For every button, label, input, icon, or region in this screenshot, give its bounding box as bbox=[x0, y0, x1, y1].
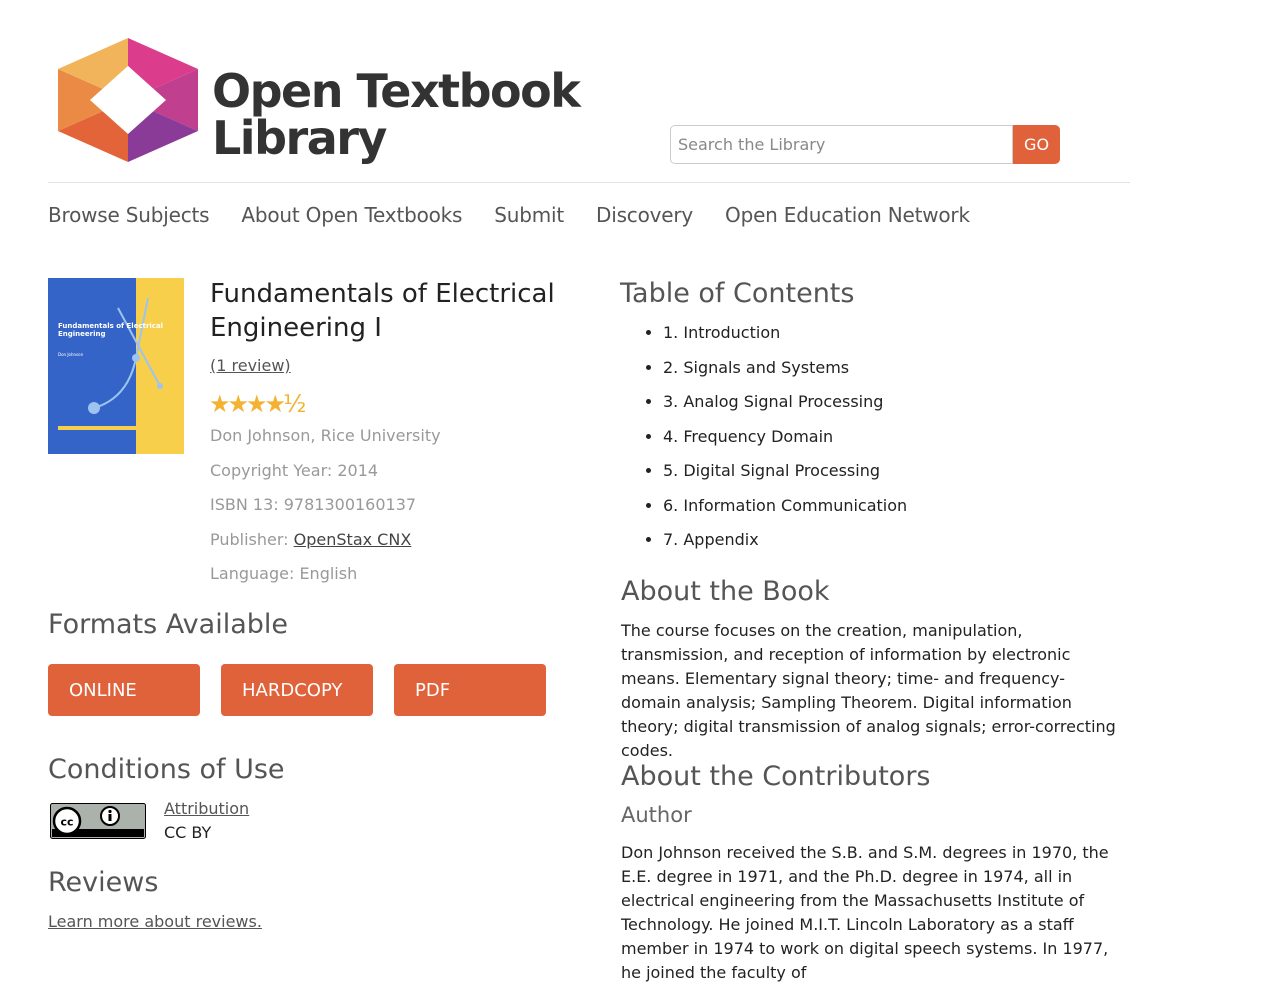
toc-item: • 7. Appendix bbox=[663, 529, 907, 564]
book-copyright: Copyright Year: 2014 bbox=[210, 461, 379, 480]
book-cover[interactable] bbox=[48, 278, 184, 454]
about-book-text: The course focuses on the creation, manipulation, transmission, and reception of information by electronic means. Elementary signal theory; time- and frequency-domain analysis; Sampling Theorem. Digital information theory; digital transmission of analog signals; error-correcting codes. bbox=[621, 621, 1116, 760]
brand-name[interactable]: Open Textbook Library bbox=[212, 64, 580, 165]
toc-item: • 3. Analog Signal Processing bbox=[663, 391, 907, 426]
cover-author: Don Johnson bbox=[58, 352, 84, 357]
book-author: Don Johnson, Rice University bbox=[210, 426, 441, 445]
conditions-heading: Conditions of Use bbox=[48, 754, 285, 785]
contributors-heading: About the Contributors bbox=[621, 761, 931, 792]
rating-stars-icon: ★★★★½ bbox=[209, 390, 304, 418]
search-form bbox=[670, 125, 1060, 164]
book-publisher: Publisher: OpenStax CNX bbox=[210, 530, 412, 549]
cc-by-license-icon[interactable] bbox=[50, 803, 146, 839]
nav-discovery[interactable]: Discovery bbox=[596, 203, 694, 227]
license-link[interactable]: Attribution bbox=[164, 799, 250, 818]
toc-item: • 1. Introduction bbox=[663, 322, 907, 357]
nav-browse-subjects[interactable]: Browse Subjects bbox=[48, 203, 210, 227]
toc-item: • 2. Signals and Systems bbox=[663, 357, 907, 392]
publisher-link[interactable]: OpenStax CNX bbox=[293, 530, 412, 549]
pdf-button[interactable]: PDF bbox=[394, 664, 546, 716]
svg-text:cc: cc bbox=[60, 815, 74, 829]
search-input[interactable] bbox=[670, 125, 1013, 164]
author-name: Don Johnson bbox=[621, 843, 722, 862]
formats-heading: Formats Available bbox=[48, 609, 289, 640]
toc-heading: Table of Contents bbox=[620, 278, 855, 309]
reviews-heading: Reviews bbox=[48, 867, 159, 898]
review-count-link[interactable]: (1 review) bbox=[210, 356, 291, 375]
author-heading: Author bbox=[621, 803, 692, 827]
toc-item: • 4. Frequency Domain bbox=[663, 426, 907, 461]
about-book-heading: About the Book bbox=[621, 576, 830, 607]
toc-item: • 6. Information Communication bbox=[663, 495, 907, 530]
online-button[interactable]: ONLINE bbox=[48, 664, 200, 716]
nav-open-education-network[interactable]: Open Education Network bbox=[725, 203, 970, 227]
hardcopy-button[interactable]: HARDCOPY bbox=[221, 664, 373, 716]
book-isbn: ISBN 13: 9781300160137 bbox=[210, 495, 417, 514]
author-bio: Don Johnson received the S.B. and S.M. degrees in 1970, the E.E. degree in 1971, and the Ph.D. degree in 1974, all in electrical engineering from the Massachusetts Institute of Technology. He joined M.I.T. Lincoln Laboratory as a staff member in 1974 to work on digital speech systems. In 1977, he joined the faculty of bbox=[621, 843, 1109, 982]
toc-list bbox=[645, 322, 907, 564]
book-title: Fundamentals of Electrical Engineering I bbox=[210, 279, 555, 343]
cover-bar bbox=[58, 426, 175, 430]
search-go-button[interactable]: GO bbox=[1013, 125, 1060, 164]
nav-about-open-textbooks[interactable]: About Open Textbooks bbox=[241, 203, 463, 227]
cover-title: Fundamentals of Electrical Engineering bbox=[58, 322, 164, 338]
book-language: Language: English bbox=[210, 564, 358, 583]
open-textbook-library-logo-icon[interactable] bbox=[58, 38, 198, 162]
nav-submit[interactable]: Submit bbox=[494, 203, 565, 227]
toc-item: • 5. Digital Signal Processing bbox=[663, 460, 907, 495]
license-type: CC BY bbox=[164, 823, 212, 842]
learn-more-reviews-link[interactable]: Learn more about reviews. bbox=[48, 912, 262, 931]
main-nav bbox=[48, 203, 970, 227]
header-divider bbox=[48, 182, 1130, 183]
